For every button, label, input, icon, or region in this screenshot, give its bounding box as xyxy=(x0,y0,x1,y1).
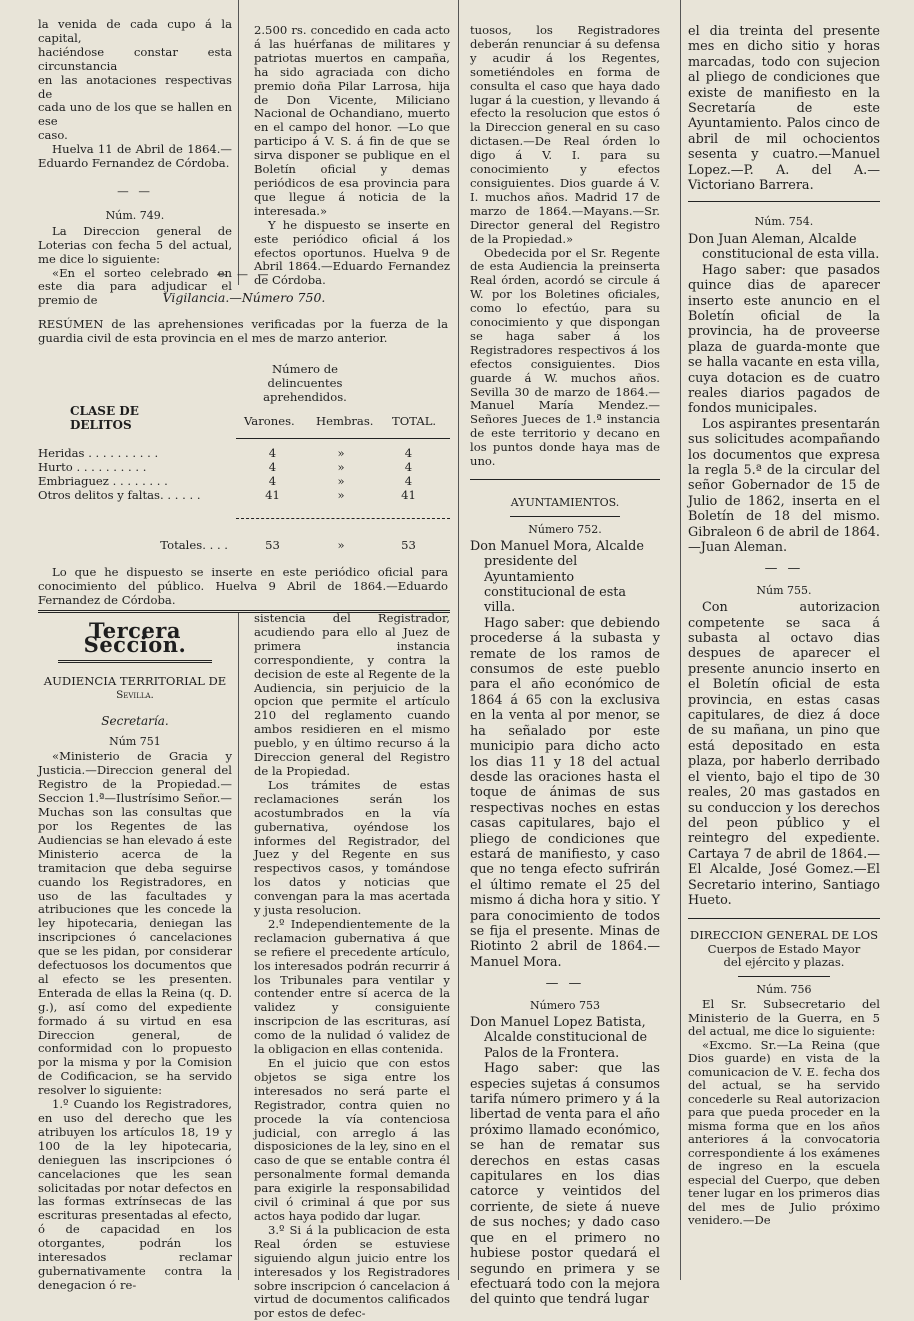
crime-table xyxy=(38,446,436,502)
table-row xyxy=(38,474,436,488)
row-label: Hurto . . . . . . . . . . xyxy=(38,460,147,474)
cell-hembras: » xyxy=(337,474,345,488)
signature: Huelva 11 de Abril de 1864.—Eduardo Fernandez de Córdoba. xyxy=(38,142,232,171)
article-text: El Sr. Subsecretario del Ministerio de la Guerra, en 5 del actual, me dice lo siguiente: xyxy=(688,997,880,1039)
cell-hembras: » xyxy=(337,460,345,474)
audiencia-heading: AUDIENCIA TERRITORIAL DE xyxy=(43,673,227,688)
table-col-hembras: Hembras. xyxy=(316,414,374,428)
ayuntamientos-title: AYUNTAMIENTOS. xyxy=(510,496,620,509)
cell-varones: 4 xyxy=(268,460,277,474)
column-rule xyxy=(238,612,239,1280)
article-text: 1.º Cuando los Registradores, en uso del derecho que les atribuyen los artículos 18, 19 y 100 de la ley hipotecaria, denieguen las inscripciones ó cancelaciones que les sean solicitadas por notar defectos en las formas extrínsecas de las escrituras presentadas al efecto, ó de capacidad en los otorgantes, podrán los interesados reclamar gubernativamente contra la denegacion ó re- xyxy=(38,1097,232,1292)
table-col-total: TOTAL. xyxy=(392,414,437,428)
separator: — — xyxy=(117,183,153,198)
cell-total: 53 xyxy=(401,538,416,552)
cell-varones: 4 xyxy=(268,446,277,460)
section-rule xyxy=(688,918,880,919)
article-number-753: Número 753 xyxy=(529,998,601,1012)
section-rule xyxy=(470,479,660,480)
cell-total: 4 xyxy=(404,474,413,488)
table-row xyxy=(38,460,436,474)
table-row xyxy=(38,446,436,460)
separator: — — — xyxy=(216,268,272,281)
article-number-754: Núm. 754. xyxy=(754,215,814,229)
article-text: 2.500 rs. concedido en cada acto á las huérfanas de militares y patriotas muertos en campaña, ha sido agraciada con dicho premio doña Pilar Larrosa, hija de Don Vicente, Miliciano Nacional de Ochandiano, muerto en el campo del honor. —Lo que participo á V. S. á fin de que se sirva disponer se publique en el Boletín oficial y demas periódicos de esa provincia para que llegue á noticia de la interesada.» xyxy=(254,23,450,218)
separator: — — xyxy=(764,561,804,577)
article-text: Los aspirantes presentarán sus solicitudes acompañando los documentos que expresa la regla 5.ª de la circular del señor Gobernador de 15 de Julio de 1862, inserta en el Boletín de 18 del mismo. Gibraleon 6 de abril de 1864.—Juan Aleman. xyxy=(688,416,880,555)
row-label: Totales. . . . xyxy=(160,538,228,552)
article-text: La Direccion general de Loterias con fecha 5 del actual, me dice lo siguiente: xyxy=(38,223,232,266)
cell-varones: 4 xyxy=(268,474,277,488)
article-header: Don Juan Aleman, Alcalde constitucional de esta villa. xyxy=(688,231,880,263)
article-number-756: Núm. 756 xyxy=(756,982,812,996)
text-line: haciéndose constar esta circunstancia xyxy=(38,44,232,73)
cell-varones: 53 xyxy=(265,538,280,552)
row-label: Embriaguez . . . . . . . . xyxy=(38,474,168,488)
top-col-2 xyxy=(254,24,450,288)
table-col-label: CLASE DE DELITOS xyxy=(70,404,139,432)
vigilancia-title: Vigilancia.—Número 750. xyxy=(162,290,326,305)
article-text: «Excmo. Sr.—La Reina (que Dios guarde) en vista de la comunicacion de V. E. fecha dos del actual, se ha servido concederle su Real autorizacion para que pueda proceder en la misma forma que en los años anteriores á la convocatoria correspondiente á los exámenes de ingreso en la escuela especial del Cuerpo, que deben tener lugar en los primeros dias del mes de Julio próximo venidero.—De xyxy=(688,1037,880,1228)
separator: — — xyxy=(545,976,585,992)
article-text: «Ministerio de Gracia y Justicia.—Direccion general del Registro de la Propiedad.—Seccion 1.ª—Ilustrísimo Señor.—Muchas son las consultas que por los Regentes de las Audiencias se han elevado á este Ministerio acerca de la tramitacion que deba seguirse cuando los Registradores, en uso de las facultades y atribuciones que les concede la ley hipotecaria, deniegan las inscripciones ó cancelaciones que se les pidan, por considerar defectuosos los documentos que al efecto se les presenten. Enterada de ellas la Reina (q. D. g.), así como del expediente formado á su virtud en esa Direccion general, de conformidad con lo propuesto por la misma y por la Comision de Codificacion, se ha servido resolver lo siguiente: xyxy=(38,749,232,1098)
article-quote: «En el sorteo celebrado en este dia para adjudicar el premio de xyxy=(38,265,232,308)
cell-hembras: » xyxy=(337,488,345,502)
section-rule xyxy=(58,660,212,663)
article-number-752: Número 752. xyxy=(528,522,602,536)
table-row xyxy=(38,488,436,502)
col-4 xyxy=(688,24,880,1228)
article-text: Con autorizacion competente se saca á subasta al octavo dias despues de aparecer el presente anuncio inserto en el Boletín oficial de esta provincia, en estas casas capitulares, de diez á doce de su mañana, un pino que está depositado en esta plaza, por haberlo derribado el viento, bajo el tipo de 30 reales, 20 mas gastados en su conduccion y los derechos del peon público y el reintegro del expediente. Cartaya 7 de abril de 1864.—El Alcalde, José Gomez.—El Secretario interino, Santiago Hueto. xyxy=(688,600,880,908)
article-number-751: Núm 751 xyxy=(109,734,161,748)
sevilla-heading: Sevilla. xyxy=(116,688,154,701)
article-text: 3.º Si á la publicacion de esta Real órden se estuviese siguiendo algun juicio entre los interesados y los Registradores sobre inscripcion ó cancelacion á virtud de documentos calificados por estos de defec- xyxy=(254,1222,450,1321)
article-text: sistencia del Registrador, acudiendo para ello al Juez de primera instancia correspondiente, y contra la decision de este al Regente de la Audiencia, sin perjuicio de la opcion que permite el artículo 210 del reglamento cuando ambos residieren en el mismo pueblo, y en último recurso á la Direccion general del Registro de la Propiedad. xyxy=(254,611,450,778)
article-text: tuosos, los Registradores deberán renunciar á su defensa y acudir á los Regentes, sometiéndoles en forma de consulta el caso que haya dado lugar á la cuestion, y llevando á efecto la resolucion que estos ó la Direccion general en su caso dictasen.—De Real órden lo digo á V. I. para su conocimiento y efectos consiguientes. Dios guarde á V. I. muchos años. Madrid 17 de marzo de 1864.—Mayans.—Sr. Director general del Registro de la Propiedad.» xyxy=(470,23,660,246)
article-text: Y he dispuesto se inserte en este periódico oficial á los efectos oportunos. Huelva 9 de Abril 1864.—Eduardo Fernandez de Córdoba. xyxy=(254,217,450,288)
direccion-subtitle: Cuerpos de Estado Mayor del ejército y plazas. xyxy=(707,941,861,970)
section-rule xyxy=(738,976,830,977)
article-text: Hago saber: que debiendo procederse á la subasta y remate de los ramos de consumos de este pueblo para el año económico de 1864 á 65 con la exclusiva en la venta al por menor, se ha señalado por este municipio para dicho acto los dias 11 y 18 del actual desde las oraciones hasta el toque de ánimas de sus respectivas noches en estas casas capitulares, bajo el pliego de condiciones que estará de manifiesto, y caso que no tenga efecto sufrirán el último remate el 25 del mismo á dicha hora y sitio. Y para conocimiento de todos se fija el presente. Minas de Riotinto 2 abril de 1864.—Manuel Mora. xyxy=(470,615,660,970)
table-rule xyxy=(236,518,450,519)
top-col-1 xyxy=(38,18,232,308)
tercera-col-2 xyxy=(254,612,450,1321)
row-label: Otros delitos y faltas. . . . . . xyxy=(38,488,201,502)
article-text: Los trámites de estas reclamaciones serán los acostumbrados en la vía gubernativa, oyéndose los informes del Registrador, del Juez y del Regente en sus respectivos casos, y tomándose los datos y noticias que convengan para la mas acertada y justa resolucion. xyxy=(254,777,450,918)
cell-varones: 41 xyxy=(265,488,280,502)
article-header: Don Manuel Mora, Alcalde presidente del Ayuntamiento constitucional de esta villa. xyxy=(470,538,644,616)
footer-text: Lo que he dispuesto se inserte en este periódico oficial para conocimiento del público. Huelva 9 Abril de 1864.—Eduardo Fernandez de Córdoba. xyxy=(38,565,448,607)
article-number-749: Núm. 749. xyxy=(105,208,165,222)
section-rule xyxy=(688,201,880,202)
text-line: la venida de cada cupo á la capital, xyxy=(38,17,232,45)
table-row xyxy=(38,538,436,552)
table-rule xyxy=(236,438,450,439)
cell-hembras: » xyxy=(337,446,345,460)
cell-hembras: » xyxy=(337,538,345,552)
cell-total: 4 xyxy=(404,460,413,474)
article-number-755: Núm 755. xyxy=(756,583,812,597)
article-text: Obedecida por el Sr. Regente de esta Audiencia la preinserta Real órden, acordó se circule á W. por los Boletines oficiales, como lo efectúo, para su conocimiento y que dispongan se haga saber á los Registradores respectivos á los efectos consiguientes. Dios guarde á W. muchos años. Sevilla 30 de marzo de 1864.—Manuel María Mendez.—Señores Jueces de 1.ª instancia de este territorio y decano en los puntos donde haya mas de uno. xyxy=(470,245,660,469)
article-text: Hago saber: que pasados quince dias de aparecer inserto este anuncio en el Boletín oficial de la provincia, ha de proveerse plaza de guarda-monte que se halla vacante en esta villa, cuya dotacion es de cuatro reales diarios pagados de fondos municipales. xyxy=(688,262,880,417)
section-title: Tercera Seccion. xyxy=(83,618,187,657)
col-3 xyxy=(470,24,660,1308)
column-rule xyxy=(458,0,459,1280)
article-text: En el juicio que con estos objetos se siga entre los interesados no será parte el Registrador, contra quien no procede la vía contenciosa judicial, con arreglo á las disposiciones de la ley, sino en el caso de que se entable contra él personalmente formal demanda para exigirle la responsabilidad civil ó criminal á que por sus actos haya podido dar lugar. xyxy=(254,1056,450,1223)
column-rule xyxy=(680,0,681,1280)
text-line: caso. xyxy=(38,128,68,143)
text-line: cada uno de los que se hallen en ese xyxy=(38,100,232,129)
tercera-col-1 xyxy=(38,618,232,1293)
vigilancia-heading xyxy=(38,318,448,346)
secretaria-heading: Secretaría. xyxy=(101,713,169,728)
heading-text: RESÚMEN de las aprehensiones verificadas por la fuerza de la guardia civil de esta provincia en el mes de marzo anterior. xyxy=(38,317,448,345)
article-header: Don Manuel Lopez Batista, Alcalde constitucional de Palos de la Frontera. xyxy=(470,1015,648,1061)
direccion-title: DIRECCION GENERAL DE LOS xyxy=(689,928,879,943)
vigilancia-footer xyxy=(38,566,448,608)
article-text: 2.º Independientemente de la reclamacion gubernativa á que se refiere el precedente artículo, los interesados podrán recurrir á los Tribunales para ventilar y contender entre sí acerca de la validez y consiguiente inscripcion de las escrituras, así como de la nulidad ó validez de la obligacion en ellas contenida. xyxy=(254,916,450,1057)
section-rule xyxy=(510,516,620,517)
cell-total: 41 xyxy=(401,488,416,502)
row-label: Heridas . . . . . . . . . . xyxy=(38,446,159,460)
cell-total: 4 xyxy=(404,446,413,460)
article-text: el dia treinta del presente mes en dicho sitio y horas marcadas, todo con sujecion al pliego de condiciones que existe de manifiesto en la Secretaría de este Ayuntamiento. Palos cinco de abril de mil ochocientos sesenta y cuatro.—Manuel Lopez.—P. A. del A.—Victoriano Barrera. xyxy=(688,24,880,194)
totals-row xyxy=(38,538,436,552)
text-line: en las anotaciones respectivas de xyxy=(38,72,232,101)
table-col-varones: Varones. xyxy=(244,414,295,428)
column-rule xyxy=(238,0,239,285)
table-group-header: Número de delincuentes aprehendidos. xyxy=(263,362,347,404)
article-text: Hago saber: que las especies sujetas á consumos tarifa número primero y á la libertad de venta para el año próximo llamado económico, se han de rematar sus derechos en estas casas capitulares en los dias catorce y veintidos del corriente, de siete á nueve de sus noches; y dado caso que en el primero no hubiese postor quedará el segundo en primera y se efectuará todo con la mejora del quinto que tendrá lugar xyxy=(470,1061,660,1308)
